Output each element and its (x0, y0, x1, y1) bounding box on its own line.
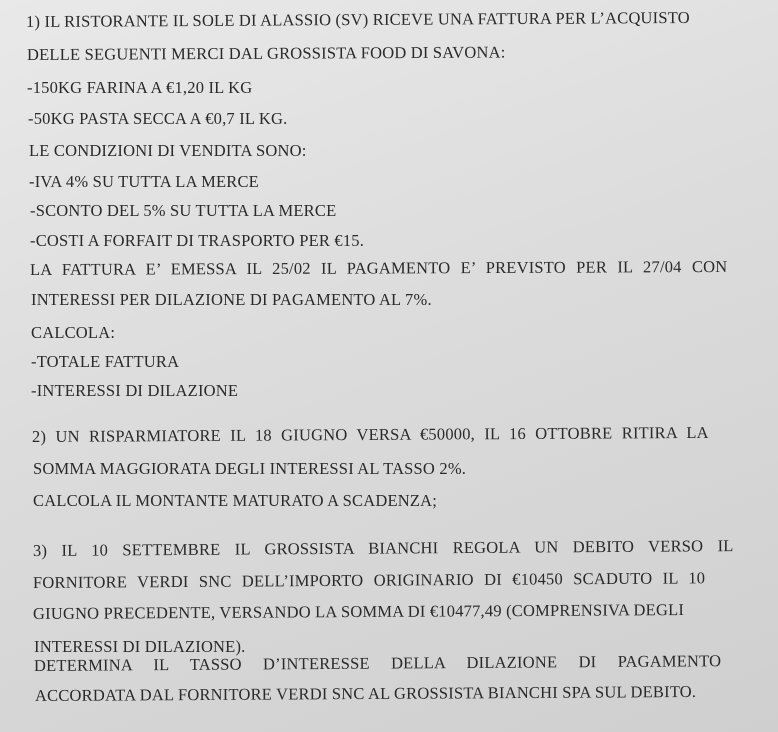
ex1-line-9: LA FATTURA E’ EMESSA IL 25/02 IL PAGAMENTO E’ PREVISTO PER IL 27/04 CON (29, 256, 728, 279)
ex2-line-1: 2) UN RISPARMIATORE IL 18 GIUGNO VERSA €50000, IL 16 OTTOBRE RITIRA LA (31, 422, 709, 446)
ex1-line-7: -SCONTO DEL 5% SU TUTTA LA MERCE (30, 201, 337, 220)
ex3-line-6: ACCORDATA DAL FORNITORE VERDI SNC AL GROSSISTA BIANCHI SPA SUL DEBITO. (34, 681, 697, 705)
ex1-line-13: -INTERESSI DI DILAZIONE (31, 381, 239, 400)
ex1-line-12: -TOTALE FATTURA (31, 352, 180, 371)
ex3-line-5: DETERMINA IL TASSO D’INTERESSE DELLA DILAZIONE DI PAGAMENTO (33, 651, 722, 675)
ex2-line-2: SOMMA MAGGIORATA DEGLI INTERESSI AL TASSO 2%. (33, 459, 467, 478)
ex3-line-4: INTERESSI DI DILAZIONE). (34, 637, 246, 656)
ex2-line-3: CALCOLA IL MONTANTE MATURATO A SCADENZA; (33, 491, 438, 510)
ex1-line-2: DELLE SEGUENTI MERCI DAL GROSSISTA FOOD DI SAVONA: (26, 42, 506, 64)
ex3-line-2: FORNITORE VERDI SNC DELL’IMPORTO ORIGINARIO DI €10450 SCADUTO IL 10 (32, 568, 706, 592)
ex1-line-1: 1) IL RISTORANTE IL SOLE DI ALASSIO (SV) RICEVE UNA FATTURA PER L’ACQUISTO (25, 7, 690, 31)
ex1-line-5: LE CONDIZIONI DI VENDITA SONO: (29, 141, 307, 160)
ex1-line-10: INTERESSI PER DILAZIONE DI PAGAMENTO AL 7%. (31, 290, 432, 309)
ex1-line-8: -COSTI A FORFAIT DI TRASPORTO PER €15. (30, 231, 365, 250)
ex3-line-1: 3) IL 10 SETTEMBRE IL GROSSISTA BIANCHI REGOLA UN DEBITO VERSO IL (32, 536, 734, 560)
ex1-line-6: -IVA 4% SU TUTTA LA MERCE (29, 172, 259, 191)
ex1-line-11: CALCOLA: (31, 323, 116, 342)
ex1-line-3: -150KG FARINA A €1,20 IL KG (27, 78, 253, 97)
ex3-line-3: GIUGNO PRECEDENTE, VERSANDO LA SOMMA DI €10477,49 (COMPRENSIVA DEGLI (32, 600, 685, 623)
ex1-line-4: -50KG PASTA SECCA A €0,7 IL KG. (28, 109, 288, 128)
